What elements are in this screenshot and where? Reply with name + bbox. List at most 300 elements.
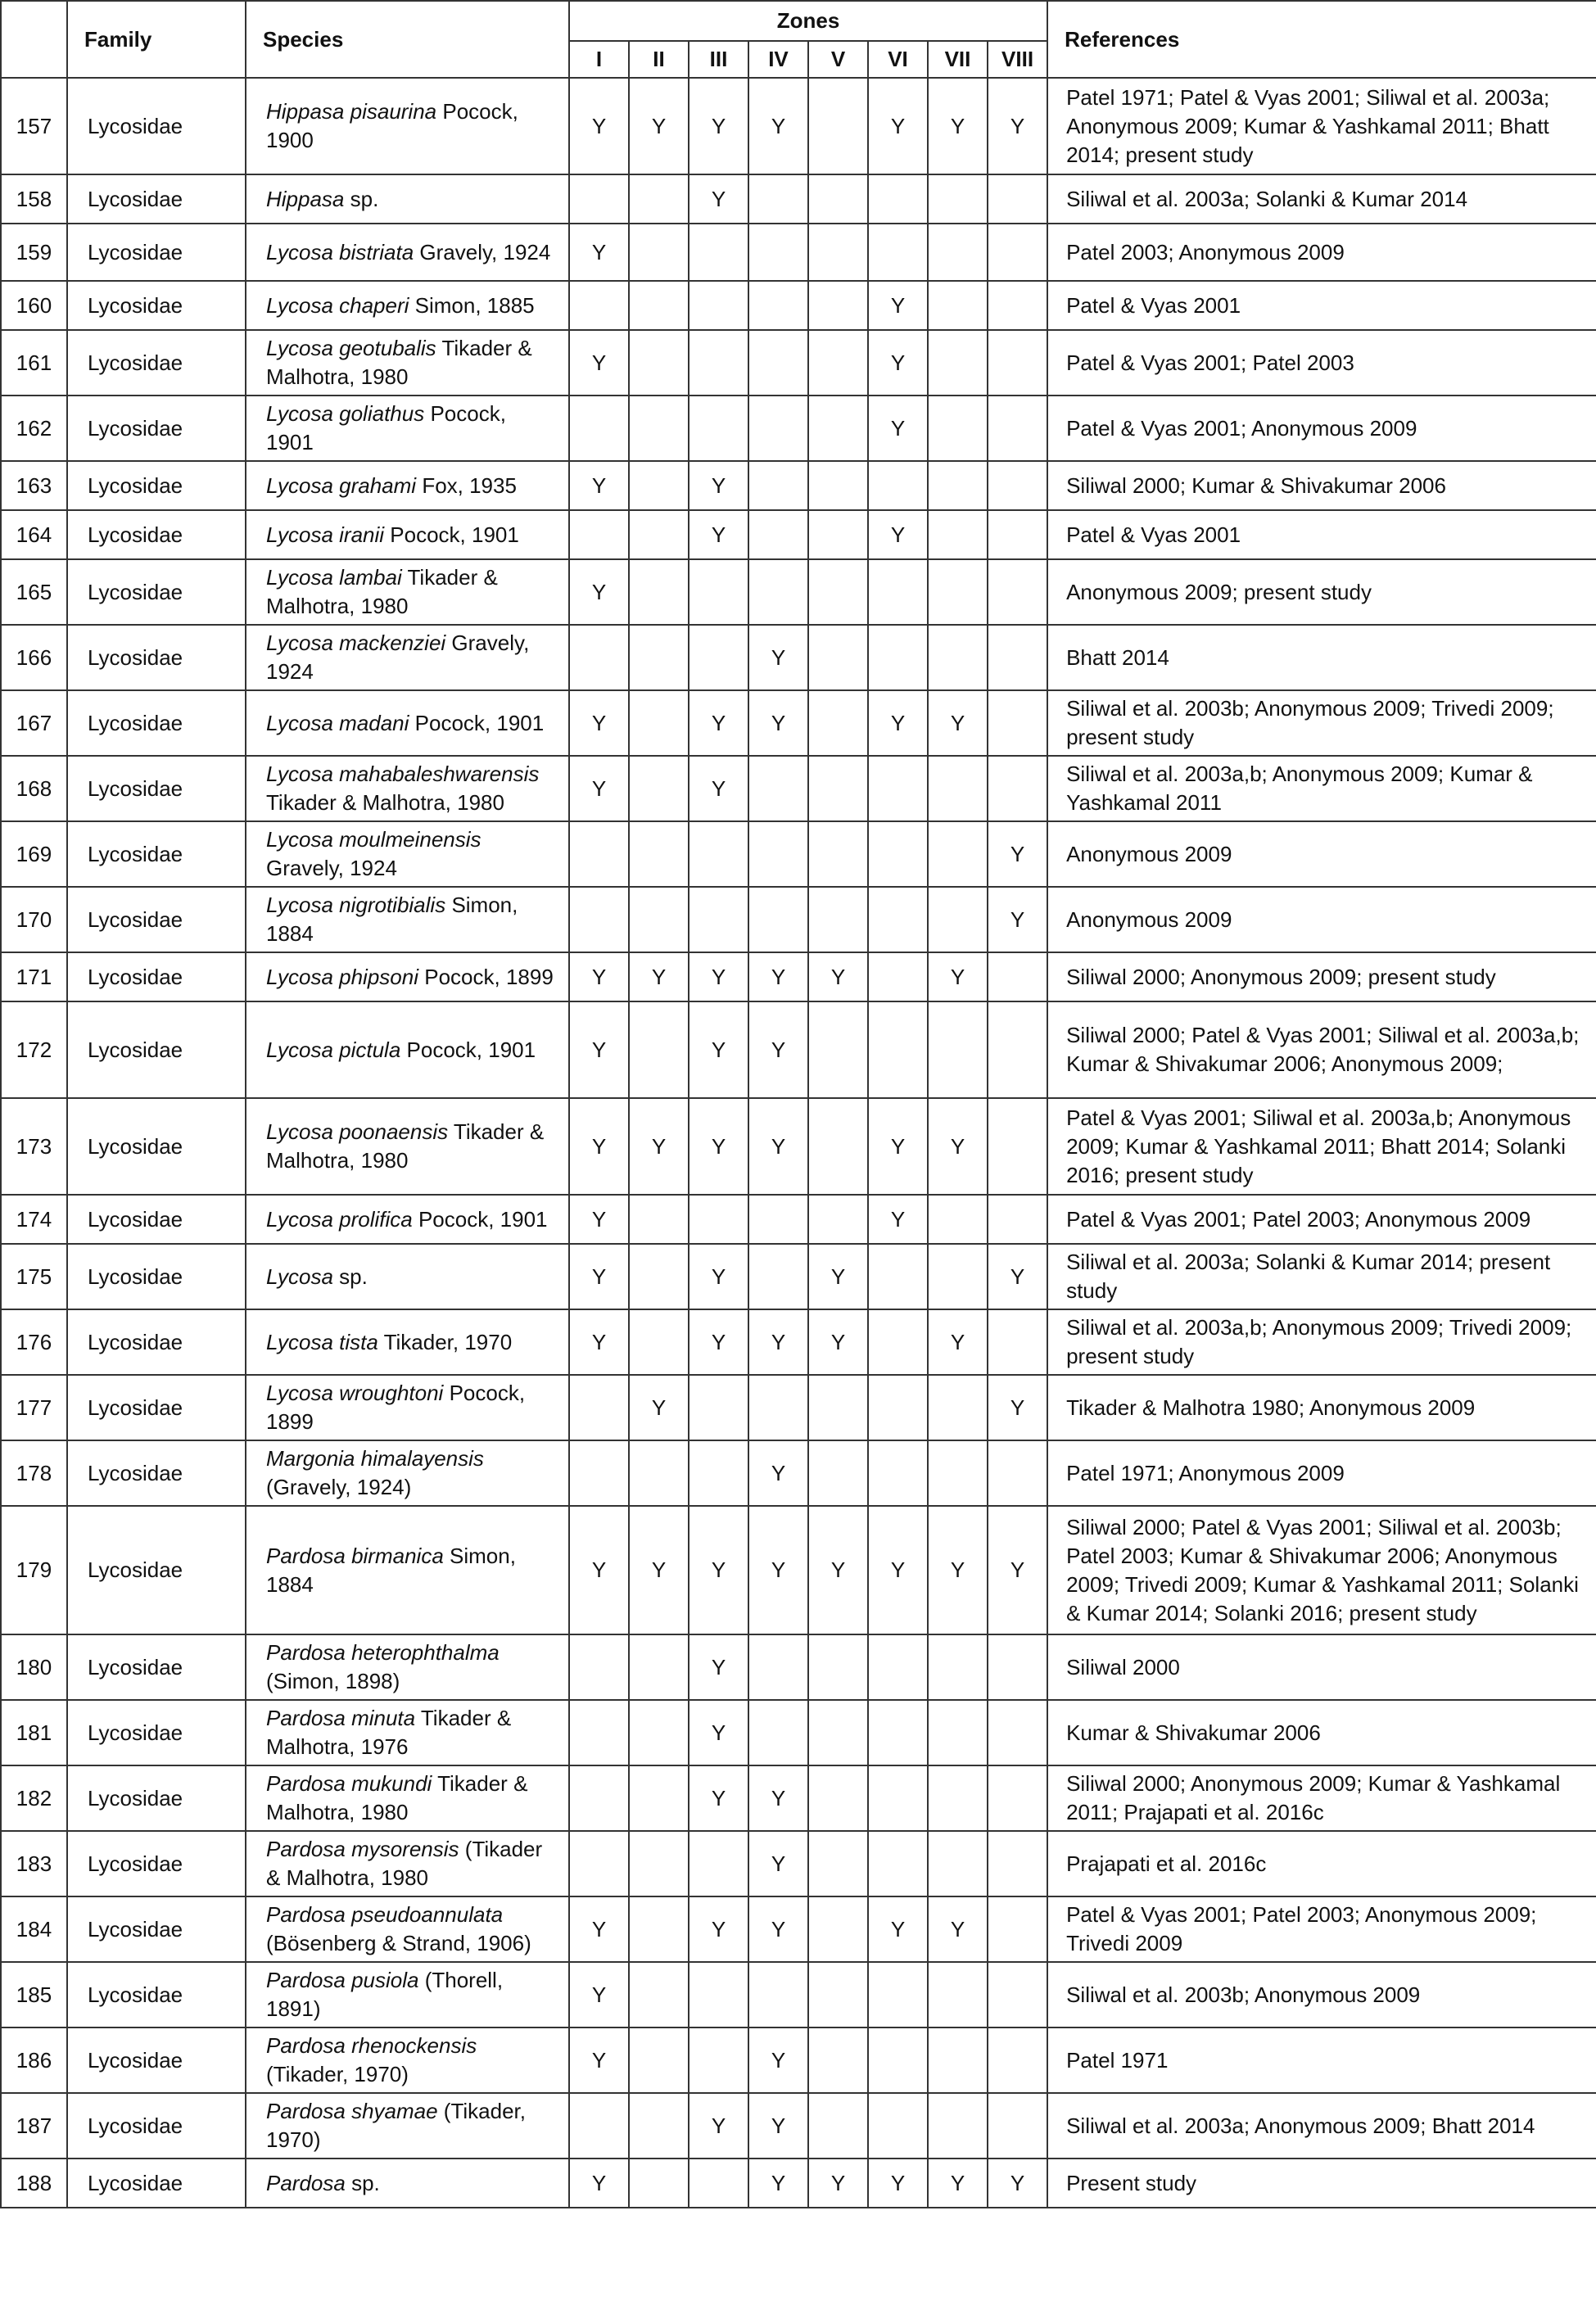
zone-8-cell bbox=[988, 1001, 1047, 1098]
zone-6-cell bbox=[868, 1440, 928, 1506]
table-row bbox=[1, 756, 1596, 821]
family-cell: Lycosidae bbox=[67, 1634, 246, 1700]
header-zone-7: VII bbox=[928, 41, 988, 78]
zone-1-cell: Y bbox=[569, 1962, 629, 2027]
zone-1-cell: Y bbox=[569, 1098, 629, 1195]
zone-8-cell bbox=[988, 2027, 1047, 2093]
row-number: 176 bbox=[1, 1309, 67, 1375]
zone-8-cell bbox=[988, 396, 1047, 461]
zone-4-cell: Y bbox=[748, 2027, 808, 2093]
zone-2-cell bbox=[629, 1244, 689, 1309]
species-name: Pardosa minuta bbox=[266, 1706, 416, 1730]
species-cell bbox=[246, 1244, 569, 1309]
zone-4-cell: Y bbox=[748, 1831, 808, 1896]
table-row bbox=[1, 1506, 1596, 1634]
zone-4-cell bbox=[748, 396, 808, 461]
family-cell: Lycosidae bbox=[67, 1962, 246, 2027]
zone-7-cell: Y bbox=[928, 1896, 988, 1962]
zone-5-cell: Y bbox=[808, 1506, 868, 1634]
row-number: 166 bbox=[1, 625, 67, 690]
zone-4-cell bbox=[748, 1195, 808, 1244]
zone-8-cell bbox=[988, 224, 1047, 281]
zone-8-cell: Y bbox=[988, 887, 1047, 952]
species-name: Lycosa tista bbox=[266, 1329, 378, 1354]
row-number: 171 bbox=[1, 952, 67, 1001]
zone-2-cell bbox=[629, 1309, 689, 1375]
species-name: Hippasa bbox=[266, 186, 345, 211]
zone-3-cell bbox=[689, 281, 748, 330]
zone-7-cell bbox=[928, 1440, 988, 1506]
table-row bbox=[1, 174, 1596, 224]
table-row bbox=[1, 510, 1596, 559]
zone-4-cell bbox=[748, 559, 808, 625]
family-cell: Lycosidae bbox=[67, 281, 246, 330]
row-number: 186 bbox=[1, 2027, 67, 2093]
zone-2-cell bbox=[629, 1001, 689, 1098]
header-species: Species bbox=[246, 1, 569, 78]
zone-2-cell bbox=[629, 281, 689, 330]
zone-1-cell bbox=[569, 887, 629, 952]
zone-3-cell: Y bbox=[689, 1700, 748, 1765]
row-number: 172 bbox=[1, 1001, 67, 1098]
zone-3-cell: Y bbox=[689, 1098, 748, 1195]
row-number: 187 bbox=[1, 2093, 67, 2159]
references-cell: Kumar & Shivakumar 2006 bbox=[1047, 1700, 1596, 1765]
zone-6-cell bbox=[868, 1765, 928, 1831]
zone-7-cell bbox=[928, 821, 988, 887]
species-cell bbox=[246, 625, 569, 690]
zone-7-cell bbox=[928, 174, 988, 224]
family-cell: Lycosidae bbox=[67, 1309, 246, 1375]
species-name: Lycosa madani bbox=[266, 710, 409, 735]
zone-1-cell bbox=[569, 821, 629, 887]
zone-6-cell bbox=[868, 1001, 928, 1098]
zone-2-cell bbox=[629, 224, 689, 281]
zone-3-cell bbox=[689, 2027, 748, 2093]
zone-4-cell: Y bbox=[748, 2159, 808, 2208]
zone-7-cell bbox=[928, 396, 988, 461]
zone-5-cell bbox=[808, 1700, 868, 1765]
row-number: 174 bbox=[1, 1195, 67, 1244]
table-row bbox=[1, 1700, 1596, 1765]
zone-2-cell bbox=[629, 1440, 689, 1506]
row-number: 162 bbox=[1, 396, 67, 461]
species-cell bbox=[246, 396, 569, 461]
species-name: Lycosa mackenziei bbox=[266, 631, 446, 655]
species-authority: Gravely, 1924 bbox=[266, 631, 530, 684]
table-row bbox=[1, 1001, 1596, 1098]
zone-4-cell bbox=[748, 174, 808, 224]
zone-2-cell bbox=[629, 2093, 689, 2159]
species-authority: Simon, 1885 bbox=[414, 292, 535, 318]
zone-7-cell bbox=[928, 625, 988, 690]
references-cell: Patel & Vyas 2001 bbox=[1047, 281, 1596, 330]
zone-6-cell bbox=[868, 625, 928, 690]
zone-7-cell bbox=[928, 224, 988, 281]
species-cell bbox=[246, 330, 569, 396]
zone-5-cell bbox=[808, 461, 868, 510]
zone-6-cell: Y bbox=[868, 396, 928, 461]
references-cell: Patel & Vyas 2001; Siliwal et al. 2003a,b; Anonymous 2009; Kumar & Yashkamal 2011; Bhatt 2014; Solanki 2016; present study bbox=[1047, 1098, 1596, 1195]
references-cell: Present study bbox=[1047, 2159, 1596, 2208]
row-number: 164 bbox=[1, 510, 67, 559]
zone-7-cell: Y bbox=[928, 78, 988, 174]
zone-1-cell: Y bbox=[569, 1195, 629, 1244]
species-cell bbox=[246, 1195, 569, 1244]
species-name: Pardosa pseudoannulata bbox=[266, 1902, 504, 1927]
zone-2-cell bbox=[629, 1765, 689, 1831]
zone-6-cell: Y bbox=[868, 690, 928, 756]
zone-3-cell: Y bbox=[689, 510, 748, 559]
species-authority: Pocock, 1901 bbox=[418, 1206, 548, 1232]
species-name: Pardosa pusiola bbox=[266, 1968, 419, 1992]
zone-2-cell bbox=[629, 174, 689, 224]
zone-7-cell bbox=[928, 461, 988, 510]
species-authority: Pocock, 1901 bbox=[390, 522, 519, 547]
zone-5-cell bbox=[808, 625, 868, 690]
zone-4-cell bbox=[748, 224, 808, 281]
header-zone-1: I bbox=[569, 41, 629, 78]
family-cell: Lycosidae bbox=[67, 1506, 246, 1634]
zone-8-cell: Y bbox=[988, 1244, 1047, 1309]
references-cell: Siliwal et al. 2003a; Solanki & Kumar 2014 bbox=[1047, 174, 1596, 224]
zone-3-cell bbox=[689, 559, 748, 625]
species-cell bbox=[246, 1309, 569, 1375]
zone-3-cell: Y bbox=[689, 1309, 748, 1375]
species-authority: Pocock, 1899 bbox=[424, 964, 554, 989]
species-cell bbox=[246, 1896, 569, 1962]
zone-6-cell bbox=[868, 559, 928, 625]
row-number: 188 bbox=[1, 2159, 67, 2208]
zone-3-cell bbox=[689, 396, 748, 461]
species-cell bbox=[246, 1375, 569, 1440]
zone-7-cell bbox=[928, 1634, 988, 1700]
references-cell: Siliwal et al. 2003a,b; Anonymous 2009; Trivedi 2009; present study bbox=[1047, 1309, 1596, 1375]
zone-8-cell: Y bbox=[988, 1506, 1047, 1634]
zone-8-cell: Y bbox=[988, 821, 1047, 887]
species-cell bbox=[246, 1440, 569, 1506]
zone-2-cell bbox=[629, 2027, 689, 2093]
references-cell: Siliwal 2000; Patel & Vyas 2001; Siliwal et al. 2003b; Patel 2003; Kumar & Shivakumar 2006; Anonymous 2009; Trivedi 2009; Kumar & Yashkamal 2011; Solanki & Kumar 2014; Solanki 2016; present study bbox=[1047, 1506, 1596, 1634]
species-cell bbox=[246, 559, 569, 625]
species-authority: Pocock, 1899 bbox=[266, 1381, 526, 1434]
zone-5-cell bbox=[808, 510, 868, 559]
zone-7-cell: Y bbox=[928, 1309, 988, 1375]
species-authority: Pocock, 1901 bbox=[406, 1037, 536, 1062]
species-name: Lycosa moulmeinensis bbox=[266, 827, 482, 852]
zone-3-cell bbox=[689, 625, 748, 690]
family-cell: Lycosidae bbox=[67, 2159, 246, 2208]
zone-2-cell bbox=[629, 887, 689, 952]
species-name: Lycosa geotubalis bbox=[266, 336, 436, 360]
species-authority: Gravely, 1924 bbox=[266, 856, 397, 880]
zone-4-cell bbox=[748, 1375, 808, 1440]
zone-3-cell: Y bbox=[689, 1765, 748, 1831]
zone-1-cell: Y bbox=[569, 559, 629, 625]
zone-7-cell bbox=[928, 281, 988, 330]
zone-3-cell bbox=[689, 2159, 748, 2208]
zone-5-cell: Y bbox=[808, 2159, 868, 2208]
zone-4-cell: Y bbox=[748, 1309, 808, 1375]
zone-4-cell: Y bbox=[748, 1765, 808, 1831]
zone-2-cell: Y bbox=[629, 952, 689, 1001]
species-cell bbox=[246, 1962, 569, 2027]
zone-1-cell bbox=[569, 396, 629, 461]
zone-6-cell bbox=[868, 756, 928, 821]
zone-7-cell: Y bbox=[928, 2159, 988, 2208]
references-cell: Bhatt 2014 bbox=[1047, 625, 1596, 690]
zone-2-cell bbox=[629, 1700, 689, 1765]
zone-1-cell bbox=[569, 1440, 629, 1506]
family-cell: Lycosidae bbox=[67, 1375, 246, 1440]
zone-1-cell bbox=[569, 2093, 629, 2159]
zone-3-cell bbox=[689, 887, 748, 952]
species-authority: Tikader, 1970 bbox=[383, 1329, 513, 1354]
zone-2-cell: Y bbox=[629, 1098, 689, 1195]
zone-1-cell: Y bbox=[569, 756, 629, 821]
species-cell bbox=[246, 174, 569, 224]
table-row bbox=[1, 2093, 1596, 2159]
row-number: 169 bbox=[1, 821, 67, 887]
zone-2-cell: Y bbox=[629, 1506, 689, 1634]
zone-3-cell bbox=[689, 330, 748, 396]
family-cell: Lycosidae bbox=[67, 174, 246, 224]
zone-5-cell bbox=[808, 1375, 868, 1440]
zone-1-cell: Y bbox=[569, 330, 629, 396]
zone-8-cell bbox=[988, 1440, 1047, 1506]
species-cell bbox=[246, 821, 569, 887]
zone-4-cell: Y bbox=[748, 1506, 808, 1634]
zone-1-cell bbox=[569, 510, 629, 559]
zone-8-cell: Y bbox=[988, 2159, 1047, 2208]
family-cell: Lycosidae bbox=[67, 78, 246, 174]
species-cell bbox=[246, 1634, 569, 1700]
row-number: 178 bbox=[1, 1440, 67, 1506]
family-cell: Lycosidae bbox=[67, 887, 246, 952]
zone-8-cell bbox=[988, 1309, 1047, 1375]
zone-8-cell bbox=[988, 690, 1047, 756]
species-cell bbox=[246, 952, 569, 1001]
zone-3-cell: Y bbox=[689, 952, 748, 1001]
family-cell: Lycosidae bbox=[67, 1700, 246, 1765]
row-number: 181 bbox=[1, 1700, 67, 1765]
zone-2-cell bbox=[629, 559, 689, 625]
zone-1-cell: Y bbox=[569, 461, 629, 510]
zone-5-cell bbox=[808, 559, 868, 625]
species-authority: Pocock, 1901 bbox=[414, 710, 545, 735]
zone-5-cell: Y bbox=[808, 1244, 868, 1309]
table-row bbox=[1, 559, 1596, 625]
zone-3-cell: Y bbox=[689, 1001, 748, 1098]
zone-4-cell: Y bbox=[748, 952, 808, 1001]
zone-4-cell bbox=[748, 756, 808, 821]
row-number: 173 bbox=[1, 1098, 67, 1195]
zone-2-cell bbox=[629, 461, 689, 510]
row-number: 167 bbox=[1, 690, 67, 756]
zone-8-cell bbox=[988, 461, 1047, 510]
species-name: Pardosa mysorensis bbox=[266, 1837, 459, 1861]
species-name: Lycosa bbox=[266, 1263, 333, 1289]
family-cell: Lycosidae bbox=[67, 1001, 246, 1098]
zone-8-cell bbox=[988, 1634, 1047, 1700]
zone-2-cell bbox=[629, 1896, 689, 1962]
species-name: Lycosa prolifica bbox=[266, 1206, 413, 1232]
zone-5-cell: Y bbox=[808, 1309, 868, 1375]
species-name: Lycosa chaperi bbox=[266, 292, 409, 318]
row-number: 184 bbox=[1, 1896, 67, 1962]
species-authority: Pocock, 1900 bbox=[266, 99, 518, 152]
zone-3-cell bbox=[689, 1831, 748, 1896]
zone-2-cell bbox=[629, 625, 689, 690]
header-zone-2: II bbox=[629, 41, 689, 78]
table-body bbox=[1, 78, 1596, 2208]
zone-5-cell bbox=[808, 1001, 868, 1098]
zone-8-cell bbox=[988, 1831, 1047, 1896]
row-number: 165 bbox=[1, 559, 67, 625]
zone-7-cell bbox=[928, 330, 988, 396]
species-cell bbox=[246, 461, 569, 510]
references-cell: Patel 1971 bbox=[1047, 2027, 1596, 2093]
zone-6-cell bbox=[868, 1244, 928, 1309]
zone-6-cell: Y bbox=[868, 510, 928, 559]
zone-2-cell bbox=[629, 510, 689, 559]
references-cell: Patel 1971; Patel & Vyas 2001; Siliwal et al. 2003a; Anonymous 2009; Kumar & Yashkamal 2011; Bhatt 2014; present study bbox=[1047, 78, 1596, 174]
table-row bbox=[1, 2159, 1596, 2208]
table-row bbox=[1, 625, 1596, 690]
zone-7-cell: Y bbox=[928, 690, 988, 756]
zone-1-cell: Y bbox=[569, 1506, 629, 1634]
species-cell bbox=[246, 224, 569, 281]
zone-3-cell: Y bbox=[689, 1506, 748, 1634]
species-authority: Simon, 1884 bbox=[266, 1543, 516, 1597]
zone-6-cell bbox=[868, 952, 928, 1001]
zone-1-cell: Y bbox=[569, 78, 629, 174]
family-cell: Lycosidae bbox=[67, 461, 246, 510]
row-number: 183 bbox=[1, 1831, 67, 1896]
references-cell: Siliwal 2000; Anonymous 2009; present study bbox=[1047, 952, 1596, 1001]
family-cell: Lycosidae bbox=[67, 1896, 246, 1962]
zone-3-cell: Y bbox=[689, 78, 748, 174]
zone-6-cell: Y bbox=[868, 1195, 928, 1244]
zone-6-cell bbox=[868, 1831, 928, 1896]
zone-7-cell bbox=[928, 510, 988, 559]
zone-8-cell bbox=[988, 281, 1047, 330]
table-row bbox=[1, 1309, 1596, 1375]
zone-5-cell bbox=[808, 1195, 868, 1244]
family-cell: Lycosidae bbox=[67, 1831, 246, 1896]
zone-3-cell: Y bbox=[689, 1244, 748, 1309]
species-authority: (Simon, 1898) bbox=[266, 1669, 400, 1693]
zone-7-cell: Y bbox=[928, 1098, 988, 1195]
zone-8-cell bbox=[988, 1962, 1047, 2027]
references-cell: Anonymous 2009 bbox=[1047, 821, 1596, 887]
zone-4-cell bbox=[748, 1700, 808, 1765]
row-number: 179 bbox=[1, 1506, 67, 1634]
zone-2-cell bbox=[629, 396, 689, 461]
references-cell: Siliwal 2000; Anonymous 2009; Kumar & Yashkamal 2011; Prajapati et al. 2016c bbox=[1047, 1765, 1596, 1831]
species-authority: Gravely, 1924 bbox=[419, 239, 551, 264]
zone-4-cell bbox=[748, 821, 808, 887]
species-name: Lycosa lambai bbox=[266, 565, 402, 590]
zone-5-cell bbox=[808, 1831, 868, 1896]
zone-3-cell bbox=[689, 1962, 748, 2027]
references-cell: Patel & Vyas 2001; Patel 2003 bbox=[1047, 330, 1596, 396]
table-row bbox=[1, 1896, 1596, 1962]
zone-7-cell bbox=[928, 756, 988, 821]
zone-5-cell bbox=[808, 1440, 868, 1506]
zone-4-cell bbox=[748, 330, 808, 396]
zone-6-cell: Y bbox=[868, 78, 928, 174]
header-number bbox=[1, 1, 67, 78]
header-zones: Zones bbox=[569, 1, 1047, 41]
table-row bbox=[1, 1634, 1596, 1700]
table-row bbox=[1, 78, 1596, 174]
zone-6-cell: Y bbox=[868, 281, 928, 330]
species-name: Pardosa rhenockensis bbox=[266, 2033, 477, 2058]
table-row bbox=[1, 281, 1596, 330]
species-name: Lycosa bistriata bbox=[266, 239, 414, 264]
zone-6-cell bbox=[868, 1634, 928, 1700]
zone-5-cell bbox=[808, 690, 868, 756]
zone-5-cell bbox=[808, 174, 868, 224]
zone-3-cell bbox=[689, 1195, 748, 1244]
family-cell: Lycosidae bbox=[67, 559, 246, 625]
species-cell bbox=[246, 887, 569, 952]
zone-5-cell bbox=[808, 224, 868, 281]
species-authority: Fox, 1935 bbox=[422, 472, 517, 498]
zone-4-cell: Y bbox=[748, 78, 808, 174]
zone-6-cell bbox=[868, 224, 928, 281]
species-cell bbox=[246, 78, 569, 174]
zone-3-cell: Y bbox=[689, 174, 748, 224]
species-name: Lycosa goliathus bbox=[266, 401, 425, 426]
row-number: 170 bbox=[1, 887, 67, 952]
zone-6-cell bbox=[868, 1309, 928, 1375]
zone-1-cell bbox=[569, 625, 629, 690]
zone-6-cell bbox=[868, 2093, 928, 2159]
references-cell: Siliwal et al. 2003a; Solanki & Kumar 2014; present study bbox=[1047, 1244, 1596, 1309]
species-name: Lycosa poonaensis bbox=[266, 1119, 449, 1144]
zone-5-cell bbox=[808, 281, 868, 330]
references-cell: Anonymous 2009 bbox=[1047, 887, 1596, 952]
table-row bbox=[1, 461, 1596, 510]
zone-1-cell bbox=[569, 1765, 629, 1831]
references-cell: Patel & Vyas 2001 bbox=[1047, 510, 1596, 559]
species-cell bbox=[246, 1098, 569, 1195]
header-zone-4: IV bbox=[748, 41, 808, 78]
family-cell: Lycosidae bbox=[67, 224, 246, 281]
species-authority: Pocock, 1901 bbox=[266, 401, 506, 454]
species-authority: (Tikader, 1970) bbox=[266, 2062, 409, 2086]
species-authority: Tikader & Malhotra, 1980 bbox=[266, 336, 532, 389]
table-row bbox=[1, 821, 1596, 887]
family-cell: Lycosidae bbox=[67, 1244, 246, 1309]
zone-8-cell bbox=[988, 330, 1047, 396]
species-authority: Simon, 1884 bbox=[266, 893, 518, 946]
species-cell bbox=[246, 1765, 569, 1831]
references-cell: Anonymous 2009; present study bbox=[1047, 559, 1596, 625]
zone-6-cell bbox=[868, 2027, 928, 2093]
zone-7-cell bbox=[928, 1962, 988, 2027]
species-authority: sp. bbox=[351, 2170, 380, 2195]
species-authority: (Thorell, 1891) bbox=[266, 1968, 504, 2021]
species-authority: Tikader & Malhotra, 1980 bbox=[266, 1119, 545, 1173]
zone-4-cell: Y bbox=[748, 1440, 808, 1506]
zone-1-cell bbox=[569, 1700, 629, 1765]
family-cell: Lycosidae bbox=[67, 1440, 246, 1506]
row-number: 161 bbox=[1, 330, 67, 396]
zone-2-cell bbox=[629, 1195, 689, 1244]
